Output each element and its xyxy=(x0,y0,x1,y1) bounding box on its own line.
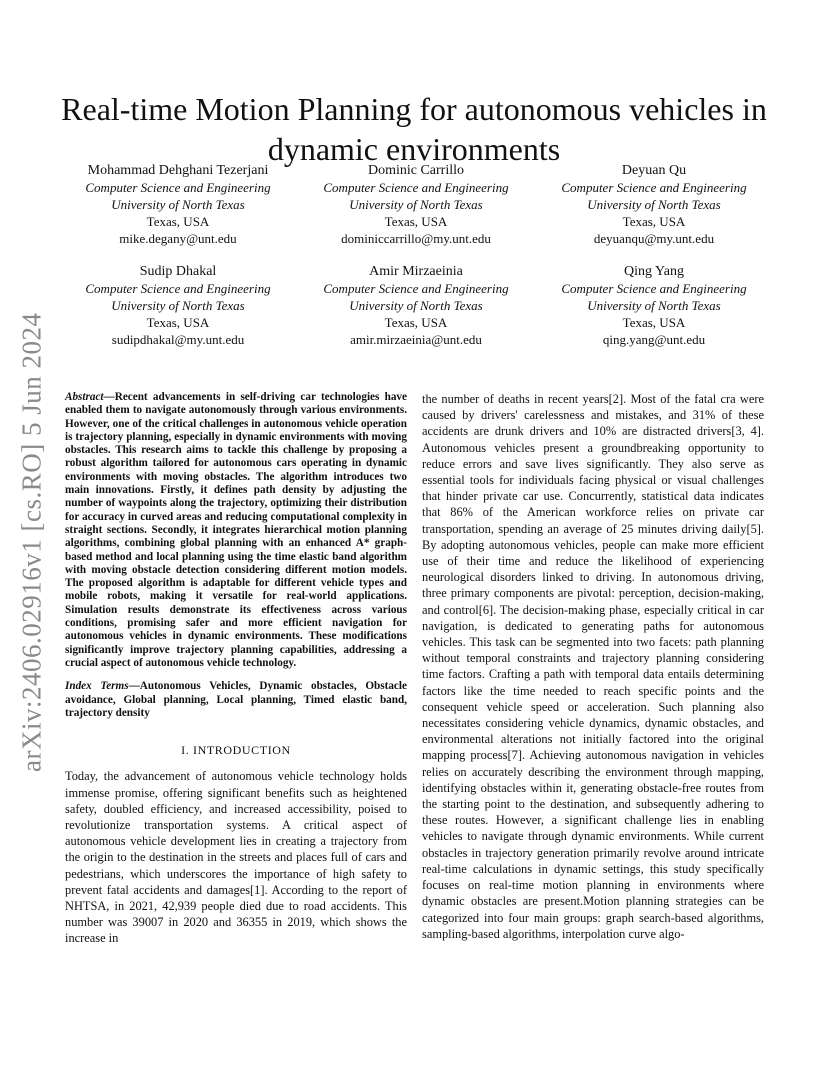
author-email: amir.mirzaeinia@unt.edu xyxy=(350,332,482,347)
abstract-text: —Recent advancements in self-driving car technologies have enabled them to navigate autonomously through various environments. However, one of the critical challenges in autonomous vehicle operation is trajectory planning, especially in dynamic environments with moving obstacles. This research aims to tackle this challenge by proposing a robust algorithm tailored for autonomous cars operating in dynamic environments with moving obstacles. The algorithm introduces two main innovations. Firstly, it defines path density by adjusting the number of waypoints along the trajectory, optimizing their distribution for accuracy in curved areas and reducing computational complexity in straight sections. Secondly, it integrates hierarchical motion planning algorithms, combining global planning with an enhanced A* graph-based method and local planning using the time elastic band algorithm with moving obstacle detection considering different motion models. The proposed algorithm is adaptable for different vehicle types and mobile robots, making it versatile for real-world applications. Simulation results demonstrate its effectiveness across various conditions, promising safer and more efficient navigation for autonomous vehicles in dynamic environments. These modifications significantly improve trajectory planning capabilities, addressing a crucial aspect of autonomous vehicle technology. xyxy=(65,391,407,669)
author-university: University of North Texas xyxy=(349,298,483,313)
right-column xyxy=(422,391,764,942)
author-name: Deyuan Qu xyxy=(621,163,687,178)
author-card xyxy=(304,263,528,348)
author-name: Mohammad Dehghani Tezerjani xyxy=(87,163,269,178)
author-university: University of North Texas xyxy=(587,197,721,212)
author-location: Texas, USA xyxy=(146,214,210,229)
author-name: Sudip Dhakal xyxy=(139,264,217,279)
author-row xyxy=(66,263,766,348)
author-card xyxy=(542,263,766,348)
author-location: Texas, USA xyxy=(384,315,448,330)
author-university: University of North Texas xyxy=(111,298,245,313)
author-department: Computer Science and Engineering xyxy=(561,180,747,195)
author-email: sudipdhakal@my.unt.edu xyxy=(111,332,245,347)
author-university: University of North Texas xyxy=(111,197,245,212)
author-email: dominiccarrillo@my.unt.edu xyxy=(341,231,491,246)
author-department: Computer Science and Engineering xyxy=(323,281,509,296)
abstract-lead: Abstract xyxy=(65,391,104,403)
author-card xyxy=(66,263,290,348)
author-email: qing.yang@unt.edu xyxy=(602,332,706,347)
author-card xyxy=(66,162,290,247)
author-department: Computer Science and Engineering xyxy=(561,281,747,296)
author-location: Texas, USA xyxy=(622,315,686,330)
author-location: Texas, USA xyxy=(146,315,210,330)
author-department: Computer Science and Engineering xyxy=(85,180,271,195)
author-email: deyuanqu@my.unt.edu xyxy=(593,231,715,246)
author-block xyxy=(66,162,766,364)
author-email: mike.degany@unt.edu xyxy=(119,231,237,246)
left-column xyxy=(65,391,407,947)
index-terms-text: —Autonomous Vehicles, Dynamic obstacles, Obstacle avoidance, Global planning, Local planning, Timed elastic band, trajectory density xyxy=(65,680,407,719)
author-name: Dominic Carrillo xyxy=(367,163,465,178)
intro-paragraph-right: the number of deaths in recent years[2]. Most of the fatal cra were caused by drivers' carelessness and mistakes, and 31% of these accidents are drunk drivers and 10% are distracted drivers[3, 4]. Autonomous vehicles present a groundbreaking opportunity to reduce errors and save lives significantly. They also serve as essential tools for individuals facing physical or visual challenges that hinder private car use. Concurrently, statistical data indicates that 86% of the American workforce relies on private car transportation, spending an average of 25 minutes driving daily[5]. By adopting autonomous vehicles, people can make more efficient use of their time and reduce the likelihood of experiencing neurological disorders linked to driving. In autonomous driving, three primary components are pivotal: perception, decision-making, and control[6]. The decision-making phase, especially critical in car navigation, is dedicated to generating paths for autonomous vehicles. This task can be segmented into two facets: path planning without temporal constraints and trajectory planning considering time factors. Crafting a path with temporal data entails determining factors like the time needed to reach specific points and the consequent vehicle speed or acceleration. Such planning also necessitates considering vehicle dynamics, dynamic obstacles, and environmental alterations not initially factored into the original mapping process[7]. Achieving autonomous navigation in vehicles relies on accurately describing the environment through mapping, identifying obstacles within it, generating obstacle-free routes from the starting point to the destination, and subsequently adhering to these routes. However, a significant challenge lies in enabling vehicles to navigate through dynamic environments. While current obstacles in trajectory generation primarily revolve around intricate real-time calculations in dynamic settings, this study specifically focuses on real-time motion planning in environments where dynamic obstacles are present.Motion planning strategies can be categorized into four main groups: graph search-based algorithms, sampling-based algorithms, interpolation curve algo- xyxy=(422,392,764,941)
abstract xyxy=(65,391,407,670)
author-name: Qing Yang xyxy=(624,264,684,279)
index-terms-lead: Index Terms xyxy=(65,680,129,693)
author-location: Texas, USA xyxy=(384,214,448,229)
index-terms xyxy=(65,680,407,720)
author-name: Amir Mirzaeinia xyxy=(369,264,463,279)
author-department: Computer Science and Engineering xyxy=(323,180,509,195)
intro-paragraph-left: Today, the advancement of autonomous vehicle technology holds immense promise, offering significant benefits such as heightened safety, doubled efficiency, and increased accessibility, poised to revolutionize transportation systems. A critical aspect of autonomous vehicle development lies in creating a trajectory from the origin to the destination in the streets and places full of cars and pedestrians, which underscores the importance of high safety to prevent fatal accidents and damages[1]. According to the report of NHTSA, in 2021, 42,939 people died due to road accidents. This number was 39007 in 2020 and 36355 in 2019, which shows the increase in xyxy=(65,769,407,946)
author-department: Computer Science and Engineering xyxy=(85,281,271,296)
author-card xyxy=(304,162,528,247)
paper-title: Real-time Motion Planning for autonomous vehicles in dynamic environments xyxy=(61,91,767,168)
author-university: University of North Texas xyxy=(587,298,721,313)
author-card xyxy=(542,162,766,247)
author-university: University of North Texas xyxy=(349,197,483,212)
arxiv-watermark: arXiv:2406.02916v1 [cs.RO] 5 Jun 2024 xyxy=(16,312,47,772)
author-row xyxy=(66,162,766,247)
section-heading-introduction: I. INTRODUCTION xyxy=(181,743,291,758)
author-location: Texas, USA xyxy=(622,214,686,229)
